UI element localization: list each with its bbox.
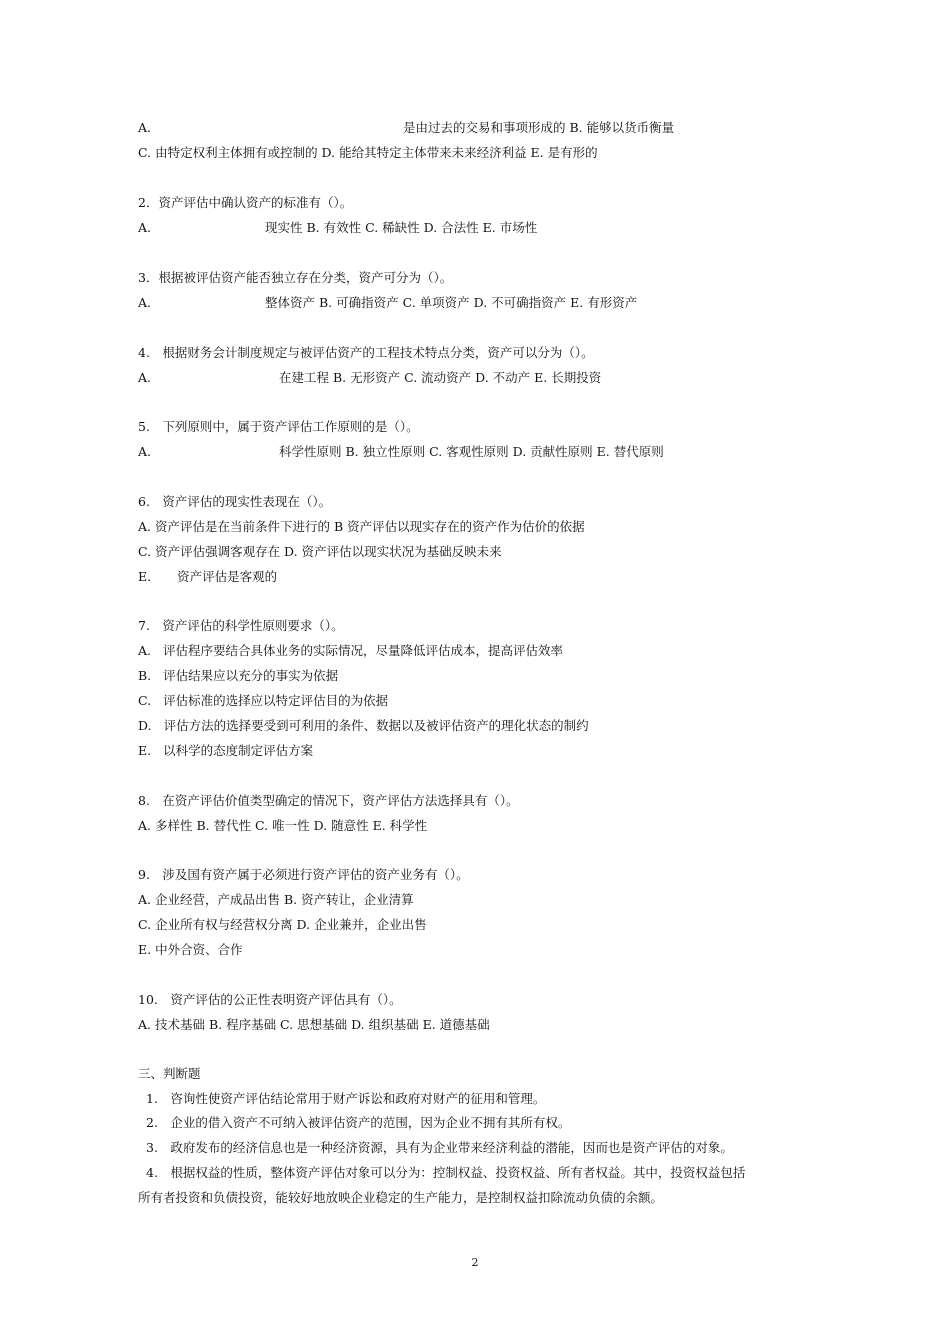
q5-stem: 5. 下列原则中，属于资产评估工作原则的是（）。 bbox=[138, 419, 419, 434]
q7-stem: 7. 资产评估的科学性原则要求（）。 bbox=[138, 618, 344, 633]
q4-stem: 4. 根据财务会计制度规定与被评估资产的工程技术特点分类，资产可以分为（）。 bbox=[138, 345, 594, 360]
q2-stem: 2．资产评估中确认资产的标准有（）。 bbox=[138, 195, 353, 210]
q4-options: A. 在建工程 B. 无形资产 C. 流动资产 D. 不动产 E. 长期投资 bbox=[138, 370, 602, 385]
q7-option: E. 以科学的态度制定评估方案 bbox=[138, 743, 314, 758]
q6-stem: 6. 资产评估的现实性表现在（）。 bbox=[138, 494, 332, 509]
q9-option-line-3: E. 中外合资、合作 bbox=[138, 942, 243, 957]
q1-option-line-1: A. 是由过去的交易和事项形成的 B. 能够以货币衡量 bbox=[138, 120, 675, 135]
q9-option-line-2: C. 企业所有权与经营权分离 D. 企业兼并，企业出售 bbox=[138, 917, 427, 932]
section-heading: 三、判断题 bbox=[138, 1066, 201, 1081]
q3-stem: 3．根据被评估资产能否独立存在分类，资产可分为（）。 bbox=[138, 270, 453, 285]
q10-options: A. 技术基础 B. 程序基础 C. 思想基础 D. 组织基础 E. 道德基础 bbox=[138, 1017, 490, 1032]
q10-stem: 10. 资产评估的公正性表明资产评估具有（）。 bbox=[138, 992, 402, 1007]
q8-options: A. 多样性 B. 替代性 C. 唯一性 D. 随意性 E. 科学性 bbox=[138, 818, 428, 833]
judgment-item: 2. 企业的借入资产不可纳入被评估资产的范围，因为企业不拥有其所有权。 bbox=[146, 1115, 571, 1130]
q7-option: C. 评估标准的选择应以特定评估目的为依据 bbox=[138, 693, 389, 708]
judgment-item: 3. 政府发布的经济信息也是一种经济资源，具有为企业带来经济利益的潜能，因而也是资产评估的对象。 bbox=[146, 1140, 733, 1155]
q6-option-line-1: A. 资产评估是在当前条件下进行的 B 资产评估以现实存在的资产作为估价的依据 bbox=[138, 519, 585, 534]
q1-option-line-2: C. 由特定权利主体拥有或控制的 D. 能给其特定主体带来未来经济利益 E. 是有形的 bbox=[138, 145, 598, 160]
q9-option-line-1: A. 企业经营，产成品出售 B. 资产转让，企业清算 bbox=[138, 892, 414, 907]
q7-option: A. 评估程序要结合具体业务的实际情况，尽量降低评估成本，提高评估效率 bbox=[138, 643, 564, 658]
q6-option-line-3: E. 资产评估是客观的 bbox=[138, 569, 278, 584]
judgment-item-continuation: 所有者投资和负债投资，能较好地放映企业稳定的生产能力，是控制权益扣除流动负债的余额。 bbox=[138, 1190, 664, 1205]
q7-option: B. 评估结果应以充分的事实为依据 bbox=[138, 668, 339, 683]
q8-stem: 8. 在资产评估价值类型确定的情况下，资产评估方法选择具有（）。 bbox=[138, 793, 519, 808]
judgment-item: 4. 根据权益的性质，整体资产评估对象可以分为：控制权益、投资权益、所有者权益。其中，投资权益包括 bbox=[146, 1165, 746, 1180]
q7-option: D. 评估方法的选择要受到可利用的条件、数据以及被评估资产的理化状态的制约 bbox=[138, 718, 589, 733]
page-number: 2 bbox=[471, 1256, 479, 1269]
q9-stem: 9. 涉及国有资产属于必须进行资产评估的资产业务有（）。 bbox=[138, 867, 469, 882]
q6-option-line-2: C. 资产评估强调客观存在 D. 资产评估以现实状况为基础反映未来 bbox=[138, 544, 502, 559]
judgment-item: 1. 咨询性使资产评估结论常用于财产诉讼和政府对财产的征用和管理。 bbox=[146, 1091, 546, 1106]
q2-options: A. 现实性 B. 有效性 C. 稀缺性 D. 合法性 E. 市场性 bbox=[138, 220, 538, 235]
q5-options: A. 科学性原则 B. 独立性原则 C. 客观性原则 D. 贡献性原则 E. 替代原则 bbox=[138, 444, 664, 459]
q3-options: A. 整体资产 B. 可确指资产 C. 单项资产 D. 不可确指资产 E. 有形资产 bbox=[138, 295, 638, 310]
